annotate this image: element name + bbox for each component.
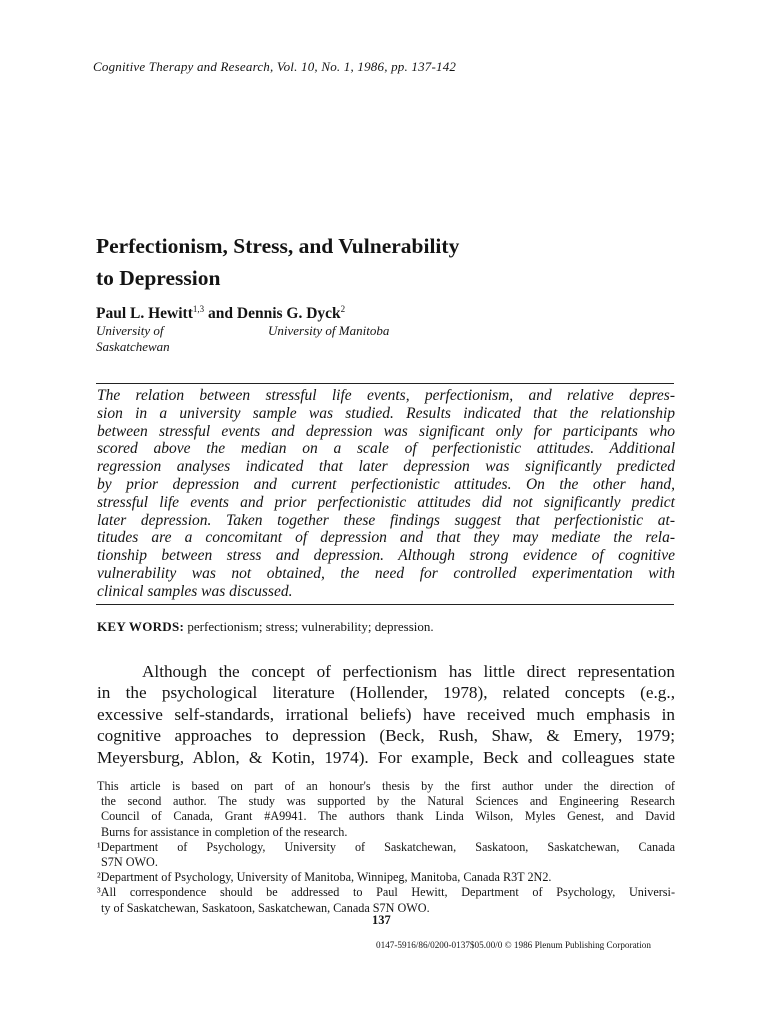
page-number: 137 — [372, 913, 391, 927]
article-title-line-2: to Depression — [96, 266, 221, 290]
journal-citation: Cognitive Therapy and Research, Vol. 10, No. 1, 1986, pp. 137-142 — [93, 59, 457, 74]
author-1-name: Paul L. Hewitt — [96, 305, 193, 322]
key-words-text: perfectionism; stress; vulnerability; depression. — [184, 619, 434, 634]
abstract-line: The relation between stressful life events, perfectionism, and relative depres- — [97, 387, 675, 404]
abstract-line: regression analyses indicated that later depression was significantly predicted — [97, 458, 675, 476]
article-title — [96, 230, 459, 294]
abstract-line: tionship between stress and depression. Although strong evidence of cognitive — [97, 547, 675, 565]
abstract-line: later depression. Taken together these findings suggest that perfectionistic at- — [97, 511, 675, 529]
abstract-line: by prior depression and current perfectionistic attitudes. On the other hand, — [97, 475, 675, 493]
author-2-footnote-mark: 2 — [340, 304, 346, 314]
abstract-line: scored above the median on a scale of perfectionistic attitudes. Additional — [97, 440, 675, 458]
abstract-line: stressful life events and prior perfectionistic attitudes did not significantly predict — [97, 493, 675, 511]
body-line: Meyersburg, Ablon, & Kotin, 1974). For example, Beck and colleagues state — [97, 747, 675, 767]
key-words — [97, 619, 434, 635]
footnote-acknowledgment — [97, 779, 675, 840]
footnote-3 — [97, 885, 675, 915]
body-paragraph — [97, 661, 675, 768]
footnote-1 — [97, 840, 675, 870]
abstract — [97, 387, 675, 601]
abstract-bottom-rule — [96, 604, 674, 605]
footnote-line: ³All correspondence should be addressed to Paul Hewitt, Department of Psychology, Universi- — [97, 885, 675, 900]
footnote-line: ty of Saskatchewan, Saskatoon, Saskatchewan, Canada S7N OWO. — [101, 900, 430, 915]
abstract-line: between stressful events and depression was significant only for participants who — [97, 422, 675, 440]
body-line: excessive self-standards, irrational beliefs) have received much emphasis in — [97, 704, 675, 724]
author-1-footnote-mark: 1,3 — [192, 304, 205, 314]
key-words-label: KEY WORDS: — [97, 619, 185, 634]
article-title-line-1: Perfectionism, Stress, and Vulnerability — [96, 234, 460, 258]
body-line: cognitive approaches to depression (Beck, Rush, Shaw, & Emery, 1979; — [97, 726, 675, 746]
footnote-line: ¹Department of Psychology, University of Saskatchewan, Saskatoon, Saskatchewan, Canada — [97, 839, 675, 854]
author-1-affiliation — [96, 323, 170, 355]
footnote-line: ²Department of Psychology, University of Manitoba, Winnipeg, Manitoba, Canada R3T 2N2. — [97, 870, 552, 885]
footnote-line: the second author. The study was supported by the Natural Sciences and Engineering Research — [101, 794, 675, 809]
copyright-line: 0147-5916/86/0200-0137$05.00/0 © 1986 Plenum Publishing Corporation — [376, 940, 651, 950]
footnote-line: Burns for assistance in completion of the research. — [101, 824, 348, 839]
abstract-top-rule — [96, 383, 674, 384]
abstract-line: sion in a university sample was studied. Results indicated that the relationship — [97, 404, 675, 422]
affiliation-line: University of — [96, 323, 164, 338]
abstract-line: titudes are a concomitant of depression and that they may mediate the rela- — [97, 529, 675, 547]
footnotes — [97, 779, 675, 916]
abstract-line: clinical samples was discussed. — [97, 582, 293, 600]
author-conjunction: and — [208, 305, 233, 322]
body-line: in the psychological literature (Hollender, 1978), related concepts (e.g., — [97, 683, 675, 703]
footnote-2 — [97, 870, 675, 885]
footnote-line: This article is based on part of an honour's thesis by the first author under the direction of — [97, 779, 675, 793]
body-line: Although the concept of perfectionism has little direct representation — [142, 662, 675, 681]
author-2-name: Dennis G. Dyck — [236, 305, 341, 322]
author-line — [96, 304, 345, 323]
footnote-line: S7N OWO. — [101, 855, 158, 870]
affiliation-line: University of Manitoba — [268, 323, 390, 338]
footnote-line: Council of Canada, Grant #A9941. The authors thank Linda Wilson, Myles Genest, and David — [101, 809, 675, 824]
author-2-affiliation — [268, 323, 389, 339]
affiliation-line: Saskatchewan — [96, 339, 170, 354]
abstract-line: vulnerability was not obtained, the need for controlled experimentation with — [97, 564, 675, 582]
